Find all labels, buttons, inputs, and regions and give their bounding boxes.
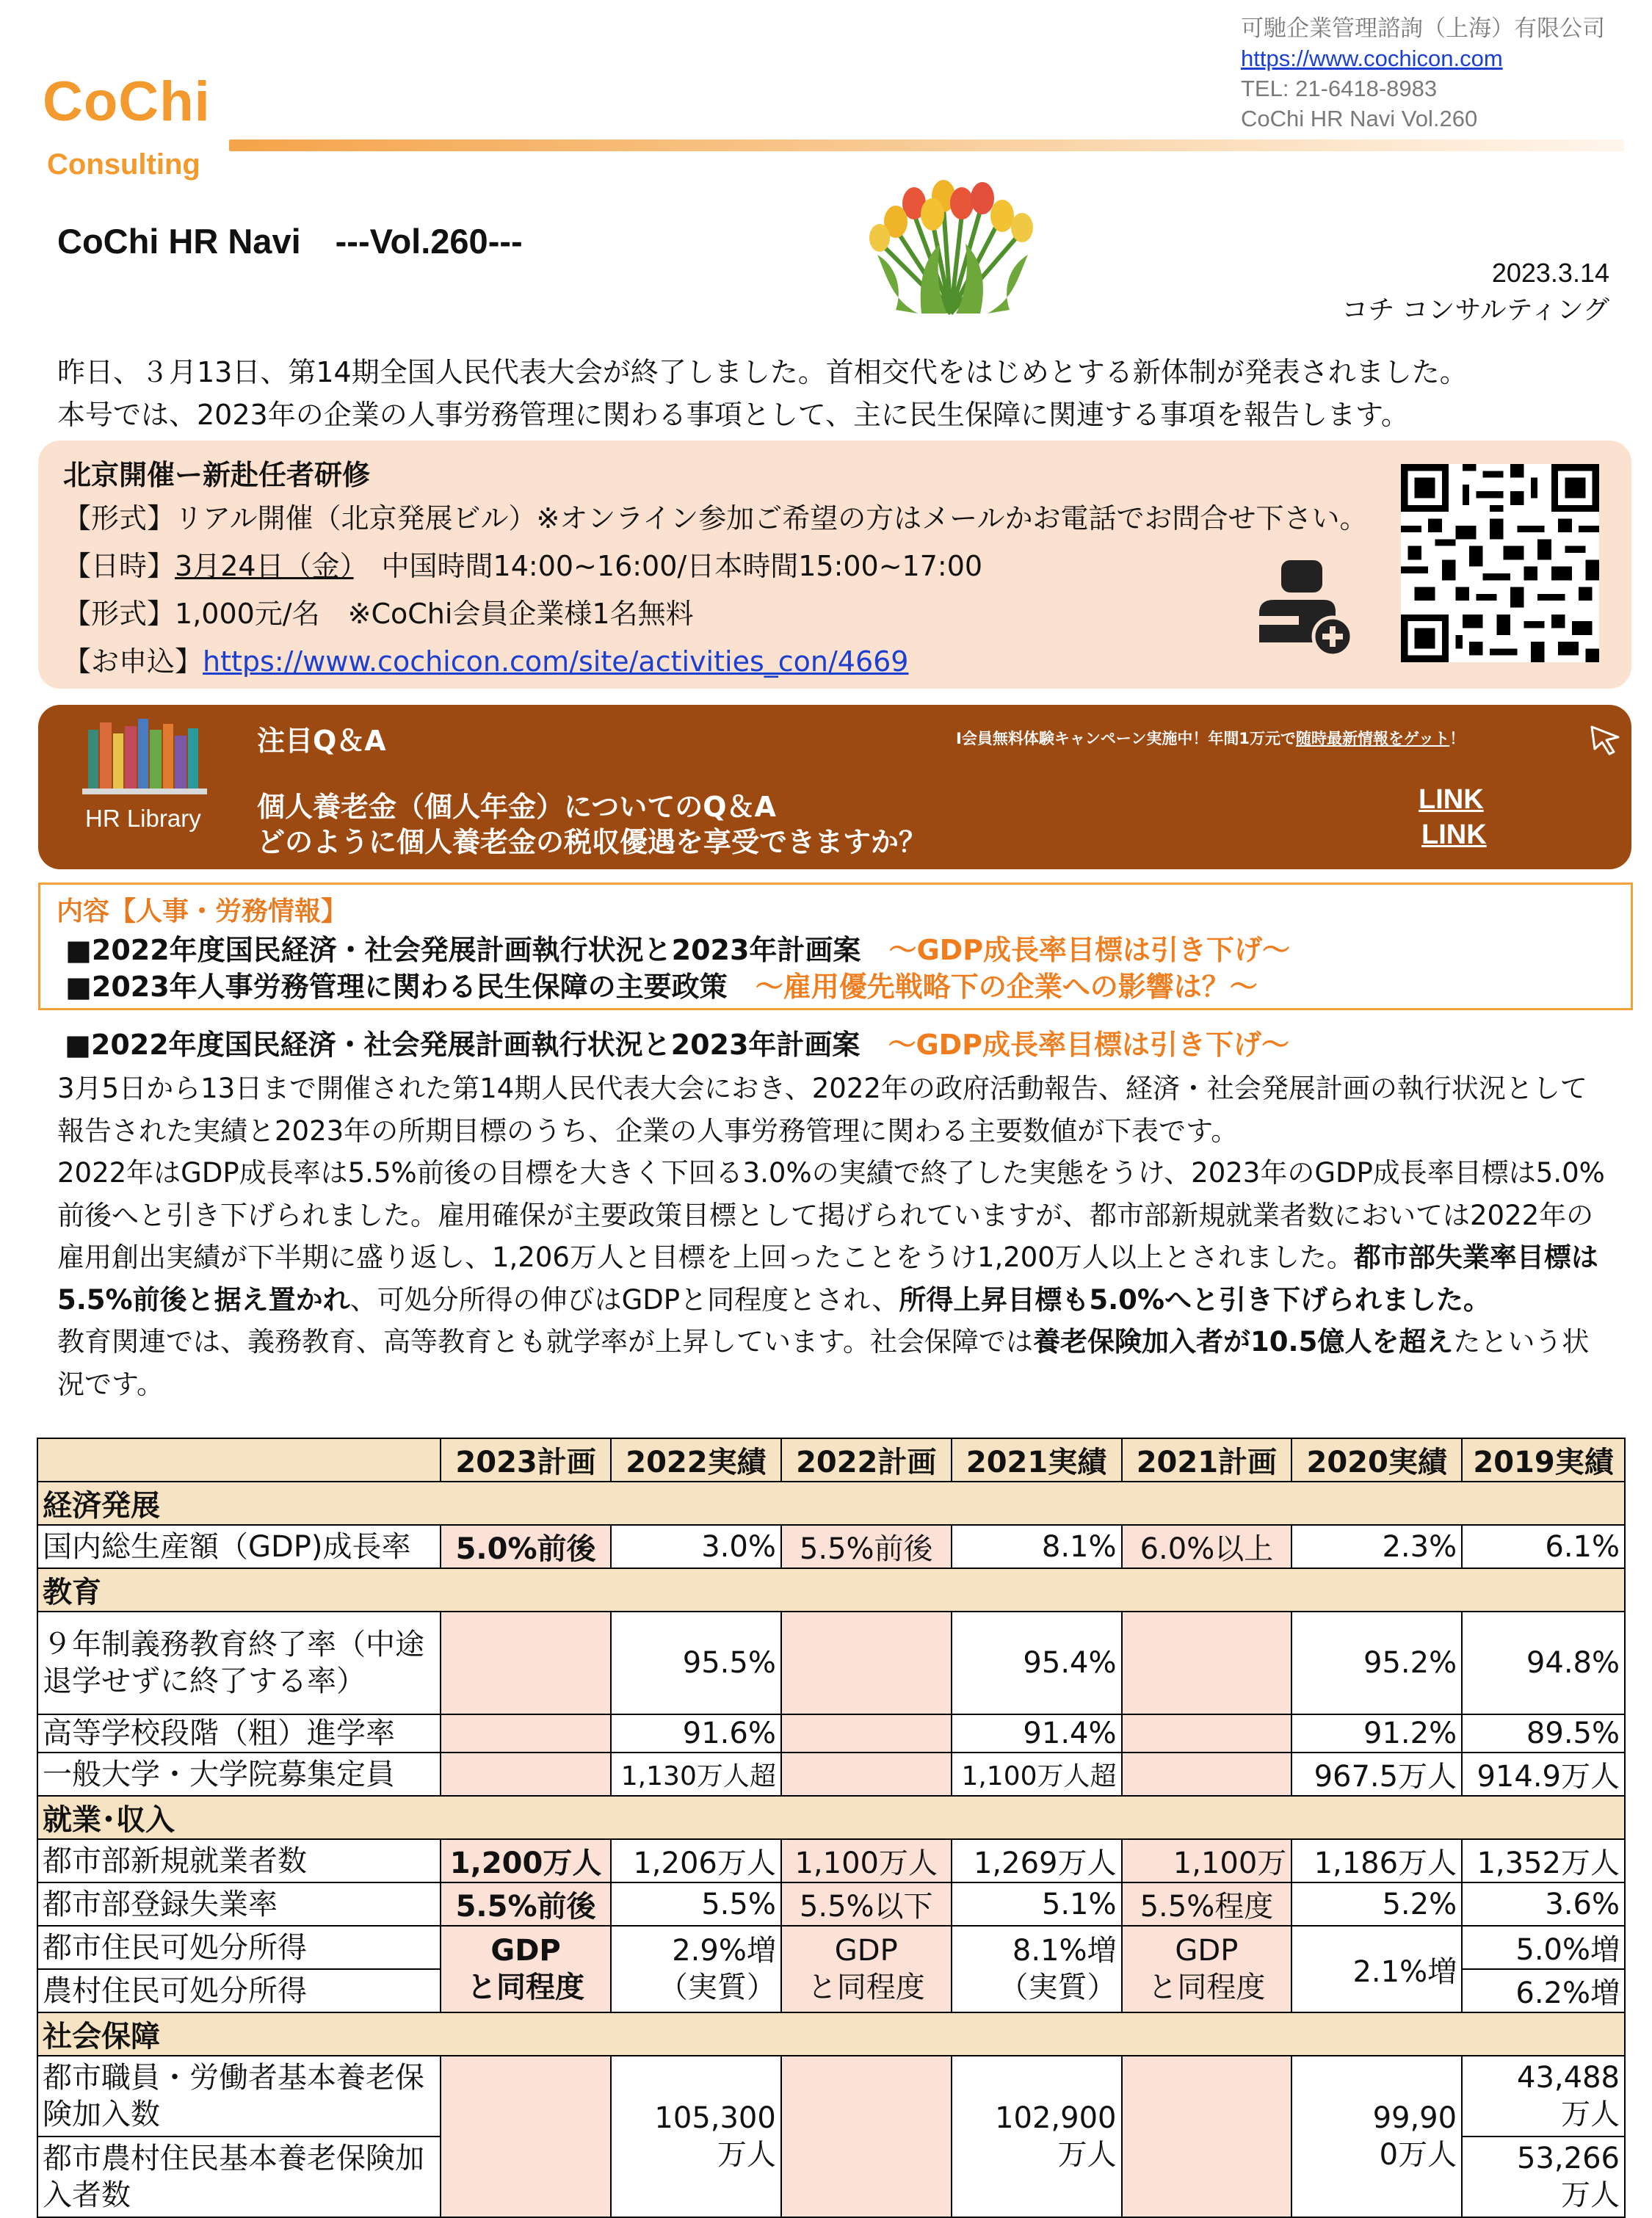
issue-date: 2023.3.14 — [1491, 258, 1609, 288]
section-heading-sub: ～GDP成長率目標は引き下げ～ — [888, 1029, 1290, 1061]
table-cell: 89.5% — [1462, 1714, 1625, 1753]
table-cell — [441, 1612, 611, 1714]
table-cell-income-2022p — [781, 1926, 952, 2012]
cell-line: 2.9%増 — [672, 1934, 776, 1968]
paragraph-3-a: 教育関連では、義務教育、高等教育とも就学率が上昇しています。社会保障では — [57, 1326, 1034, 1358]
company-info — [1241, 13, 1605, 134]
category-employment: 就業･収入 — [37, 1796, 1625, 1839]
table-row — [37, 1612, 1625, 1714]
table-cell: 5.5%前後 — [441, 1882, 611, 1926]
cell-line: （実質） — [999, 1971, 1117, 2004]
contents-box — [38, 883, 1633, 1010]
contents-item-1 — [65, 927, 1290, 968]
table-cell — [1122, 2056, 1292, 2217]
seminar-date-label: 【日時】 — [63, 550, 175, 582]
table-cell — [1122, 1714, 1292, 1753]
column-header: 2022計画 — [781, 1438, 952, 1482]
author: コチ コンサルティング — [1341, 294, 1609, 325]
table-cell — [781, 2056, 952, 2217]
category-row — [37, 1482, 1625, 1525]
section-body — [57, 1068, 1611, 1405]
cell-line: 102,900 — [995, 2101, 1117, 2135]
seminar-fee-text: 1,000元/名 ※CoChi会員企業様1名無料 — [175, 598, 694, 630]
company-name: 可馳企業管理諮詢（上海）有限公司 — [1241, 15, 1605, 41]
table-cell: 5.5%前後 — [781, 1525, 952, 1568]
table-cell-pension-2022 — [611, 2056, 781, 2217]
qa-question-2: どのように個人養老金の税収優遇を享受できますか？ — [257, 826, 927, 858]
table-cell: 95.2% — [1291, 1612, 1462, 1714]
qa-question-1: 個人養老金（個人年金）についてのQ＆A — [257, 791, 776, 823]
intro-text — [57, 351, 1606, 436]
table-cell-pension-2021 — [952, 2056, 1122, 2217]
table-cell: 5.0%増 — [1462, 1926, 1625, 1969]
column-header: 2019実績 — [1462, 1438, 1625, 1482]
table-row — [37, 1714, 1625, 1753]
table-cell: 91.6% — [611, 1714, 781, 1753]
table-cell: 3.0% — [611, 1525, 781, 1568]
qa-title: 注目Q＆A — [257, 725, 386, 757]
category-row — [37, 1568, 1625, 1612]
company-tel: TEL: 21-6418-8983 — [1241, 76, 1438, 101]
column-header: 2021実績 — [952, 1438, 1122, 1482]
qa-link-2[interactable]: LINK — [1421, 819, 1487, 850]
category-education: 教育 — [37, 1568, 1625, 1612]
category-social: 社会保障 — [37, 2012, 1625, 2056]
section-heading — [65, 1022, 1289, 1062]
issue-ref: CoChi HR Navi Vol.260 — [1241, 106, 1478, 131]
table-cell: 1,269万人 — [952, 1839, 1122, 1882]
cell-line: と同程度 — [467, 1971, 585, 2004]
seminar-fee — [63, 591, 694, 631]
table-cell: 6.0%以上 — [1122, 1525, 1292, 1568]
intro-line-1: 昨日、３月13日、第14期全国人民代表大会が終了しました。首相交代をはじめとする新体制が発表されました。 — [57, 356, 1468, 388]
campaign-prefix: I会員無料体験キャンペーン実施中！年間1万元で — [956, 730, 1297, 747]
seminar-format-text: リアル開催（北京発展ビル）※オンライン参加ご希望の方はメールかお電話でお問合せ下さい。 — [175, 502, 1368, 534]
category-row — [37, 1796, 1625, 1839]
table-cell — [781, 1714, 952, 1753]
table-row — [37, 1525, 1625, 1568]
table-cell-income-2023 — [441, 1926, 611, 2012]
books-icon — [82, 715, 214, 796]
table-cell: 1,186万人 — [1291, 1839, 1462, 1882]
seminar-fee-label: 【形式】 — [63, 598, 175, 630]
paragraph-2-bold-1: 都市部失業率目標は5.5%前後と据え置かれ — [57, 1242, 1598, 1316]
seminar-date — [63, 543, 982, 584]
table-cell: 5.0%前後 — [441, 1525, 611, 1568]
column-header: 2023計画 — [441, 1438, 611, 1482]
section-heading-title: ■2022年度国民経済・社会発展計画執行状況と2023年計画案 — [65, 1029, 861, 1061]
logo-consulting: Consulting — [47, 148, 200, 181]
cell-line: 万人 — [1561, 2098, 1620, 2131]
table-cell-pension-2019-urban — [1462, 2056, 1625, 2137]
row-label: 都市職員・労働者基本養老保険加入数 — [37, 2056, 441, 2137]
seminar-box — [38, 441, 1631, 689]
intro-line-2: 本号では、2023年の企業の人事労務管理に関わる事項として、主に民生保障に関連する事項を報告します。 — [57, 399, 1409, 431]
table-cell: 5.1% — [952, 1882, 1122, 1926]
seminar-date-value: 3月24日（金） — [175, 550, 354, 582]
row-label: 一般大学・大学院募集定員 — [37, 1753, 441, 1796]
cell-line: 0万人 — [1379, 2138, 1457, 2172]
table-cell: 5.5%以下 — [781, 1882, 952, 1926]
cell-line: GDP — [1175, 1934, 1239, 1968]
table-row — [37, 2056, 1625, 2137]
seminar-date-time: 中国時間14:00~16:00/日本時間15:00~17:00 — [353, 550, 983, 582]
seminar-format-label: 【形式】 — [63, 502, 175, 534]
hr-library-banner — [38, 705, 1631, 869]
row-label: ９年制義務教育終了率（中途退学せずに終了する率） — [37, 1612, 441, 1714]
table-cell: 1,100万 — [1122, 1839, 1292, 1882]
cell-line: 万人 — [1057, 2138, 1117, 2172]
cell-line: 万人 — [717, 2138, 776, 2172]
header-divider — [229, 139, 1624, 151]
table-row — [37, 1753, 1625, 1796]
seminar-apply-link[interactable]: https://www.cochicon.com/site/activities_con/4669 — [203, 645, 909, 678]
table-cell — [1122, 1612, 1292, 1714]
table-cell: 5.2% — [1291, 1882, 1462, 1926]
table-row — [37, 1839, 1625, 1882]
column-header: 2021計画 — [1122, 1438, 1292, 1482]
cell-line: 43,488 — [1517, 2061, 1620, 2095]
table-cell: 94.8% — [1462, 1612, 1625, 1714]
table-header-row — [37, 1438, 1625, 1482]
category-economy: 経済発展 — [37, 1482, 1625, 1525]
campaign-link[interactable]: 随時最新情報をゲット — [1296, 730, 1450, 747]
table-cell: 5.5% — [611, 1882, 781, 1926]
table-cell: 95.4% — [952, 1612, 1122, 1714]
paragraph-2-bold-2: 所得上昇目標も5.0%へと引き下げられました。 — [899, 1283, 1490, 1316]
row-label: 都市住民可処分所得 — [37, 1926, 441, 1969]
row-label: 国内総生産額（GDP)成長率 — [37, 1525, 441, 1568]
table-cell: 95.5% — [611, 1612, 781, 1714]
table-cell-pension-2019-rural — [1462, 2137, 1625, 2217]
cell-line: （実質） — [658, 1971, 776, 2004]
table-cell — [441, 1753, 611, 1796]
table-cell — [781, 1612, 952, 1714]
table-cell — [781, 1753, 952, 1796]
statistics-table — [37, 1438, 1626, 2218]
table-cell: 967.5万人 — [1291, 1753, 1462, 1796]
contents-item-2 — [65, 964, 1258, 1004]
contents-item-2-title: ■2023年人事労務管理に関わる民生保障の主要政策 — [65, 971, 728, 1003]
qa-link-1[interactable]: LINK — [1419, 784, 1484, 815]
paragraph-1: 3月5日から13日まで開催された第14期人民代表大会におき、2022年の政府活動報告、経済・社会発展計画の執行状況として報告された実績と2023年の所期目標のうち、企業の人事労務管理に関わる主要数値が下表です。 — [57, 1073, 1587, 1147]
table-cell-income-2020: 2.1%増 — [1291, 1926, 1462, 2012]
table-cell: 6.1% — [1462, 1525, 1625, 1568]
table-cell: 8.1% — [952, 1525, 1122, 1568]
row-label: 高等学校段階（粗）進学率 — [37, 1714, 441, 1753]
paragraph-2-a: 2022年はGDP成長率は5.5%前後の目標を大きく下回る3.0%の実績で終了した実態をうけ、2023年のGDP成長率目標は5.0%前後へと引き下げられました。雇用確保が主要政策目標として掲げられていますが、都市部新規就業者数においては2022年の雇用創出実績が下半期に盛り返し、1,206万人と目標を上回ったことをうけ1,200万人以上とされました。 — [57, 1157, 1605, 1273]
seminar-format — [63, 496, 1367, 536]
table-cell: 914.9万人 — [1462, 1753, 1625, 1796]
table-cell: 2.3% — [1291, 1525, 1462, 1568]
seminar-apply — [63, 639, 908, 679]
date-block — [1341, 255, 1609, 328]
row-label: 都市農村住民基本養老保険加入者数 — [37, 2137, 441, 2217]
table-cell: 6.2%増 — [1462, 1969, 1625, 2012]
newsletter-title: CoChi HR Navi ---Vol.260--- — [57, 222, 523, 261]
table-row — [37, 1926, 1625, 1969]
table-row — [37, 1882, 1625, 1926]
cell-line: と同程度 — [1148, 1971, 1266, 2004]
row-label: 都市部新規就業者数 — [37, 1839, 441, 1882]
cell-line: と同程度 — [807, 1971, 925, 2004]
table-cell: 91.4% — [952, 1714, 1122, 1753]
paragraph-2 — [57, 1152, 1611, 1321]
tulip-illustration — [852, 170, 1050, 317]
table-cell: 3.6% — [1462, 1882, 1625, 1926]
cell-line: 53,266 — [1517, 2142, 1620, 2175]
table-cell — [441, 2056, 611, 2217]
logo-cochi: CoChi — [43, 70, 211, 133]
table-cell-income-2022 — [611, 1926, 781, 2012]
cell-line: GDP — [490, 1934, 561, 1968]
paragraph-3 — [57, 1321, 1611, 1405]
contents-item-1-title: ■2022年度国民経済・社会発展計画執行状況と2023年計画案 — [65, 934, 861, 966]
table-cell: 1,352万人 — [1462, 1839, 1625, 1882]
table-cell-income-2021 — [952, 1926, 1122, 2012]
table-cell: 1,100万人超 — [952, 1753, 1122, 1796]
column-header — [37, 1438, 441, 1482]
cell-line: 万人 — [1561, 2178, 1620, 2212]
table-cell: 1,200万人 — [441, 1839, 611, 1882]
paragraph-2-c: 、可処分所得の伸びはGDPと同程度とされ、 — [349, 1283, 899, 1316]
table-cell: 1,100万人 — [781, 1839, 952, 1882]
row-label: 農村住民可処分所得 — [37, 1969, 441, 2012]
paragraph-3-c: たという状況です。 — [57, 1326, 1590, 1400]
cell-line: 105,300 — [654, 2101, 776, 2135]
cursor-arrow-icon — [1587, 721, 1624, 758]
campaign-suffix: ！ — [1449, 730, 1466, 747]
seminar-title: 北京開催ー新赴任者研修 — [63, 459, 371, 491]
table-cell: 1,206万人 — [611, 1839, 781, 1882]
table-cell-income-2021p — [1122, 1926, 1292, 2012]
cell-line: 99,90 — [1372, 2101, 1457, 2135]
table-cell: 1,130万人超 — [611, 1753, 781, 1796]
table-cell — [1122, 1753, 1292, 1796]
campaign-text — [956, 727, 1465, 749]
person-add-icon — [1253, 554, 1356, 657]
qr-code — [1401, 464, 1599, 662]
category-row — [37, 2012, 1625, 2056]
company-website-link[interactable]: https://www.cochicon.com — [1241, 46, 1503, 71]
table-cell — [441, 1714, 611, 1753]
row-label: 都市部登録失業率 — [37, 1882, 441, 1926]
column-header: 2022実績 — [611, 1438, 781, 1482]
cell-line: 8.1%増 — [1012, 1934, 1117, 1968]
hr-library-label: HR Library — [85, 805, 201, 832]
seminar-apply-label: 【お申込】 — [63, 645, 203, 678]
table-cell-pension-2020 — [1291, 2056, 1462, 2217]
cell-line: GDP — [834, 1934, 898, 1968]
contents-heading: 内容【人事・労務情報】 — [57, 896, 348, 927]
column-header: 2020実績 — [1291, 1438, 1462, 1482]
contents-item-2-sub: ～雇用優先戦略下の企業への影響は？～ — [755, 971, 1258, 1003]
contents-item-1-sub: ～GDP成長率目標は引き下げ～ — [888, 934, 1291, 966]
table-cell: 5.5%程度 — [1122, 1882, 1292, 1926]
table-cell: 91.2% — [1291, 1714, 1462, 1753]
paragraph-3-bold: 養老保険加入者が10.5億人を超え — [1033, 1326, 1454, 1358]
